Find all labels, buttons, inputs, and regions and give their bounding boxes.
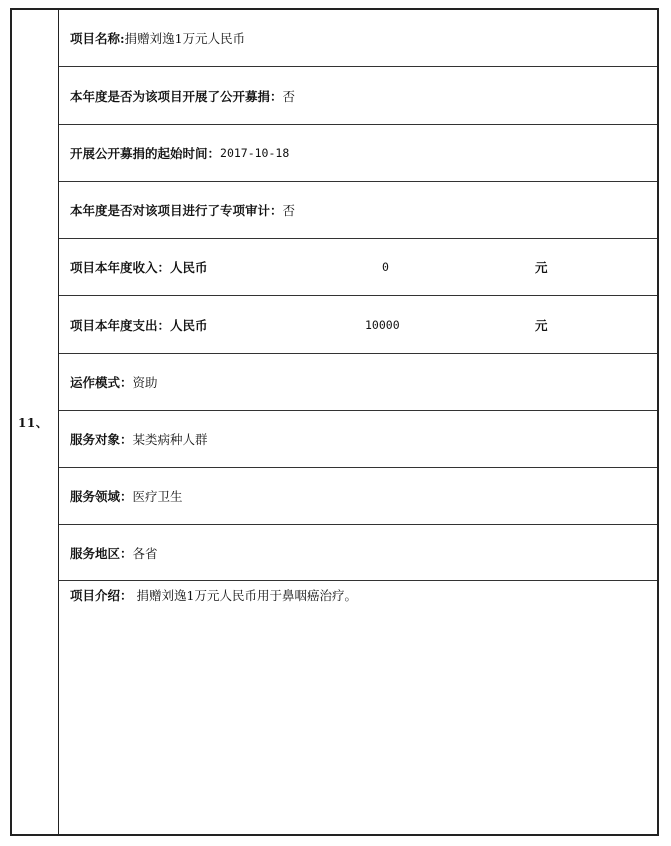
project-intro [59,580,657,834]
row-audit [59,182,657,239]
audit-label: 本年度是否对该项目进行了专项审计： [70,203,283,218]
field-label: 服务领域： [70,489,133,504]
field-value: 医疗卫生 [132,489,183,504]
project-name-value: 捐赠刘逸1万元人民币 [124,31,246,46]
target-label: 服务对象： [70,432,133,447]
public-fundraising-value: 否 [282,88,296,104]
row-public-fundraising [59,67,657,125]
row-region [59,525,657,581]
income-label: 项目本年度收入：人民币 [70,260,208,275]
mode-label: 运作模式： [70,375,133,390]
target-value: 某类病种人群 [132,432,208,447]
intro-label: 项目介绍： [70,588,133,603]
expense-unit: 元 [535,317,548,333]
project-name-label: 项目名称: [70,31,125,46]
row-target [59,411,657,468]
income-unit: 元 [535,260,548,275]
expense-label: 项目本年度支出：人民币 [70,317,208,333]
mode-value: 资助 [132,375,158,390]
row-project-name [59,10,657,67]
row-start-time [59,125,657,182]
region-label: 服务地区： [70,545,133,561]
row-field [59,468,657,525]
row-mode [59,354,657,411]
row-expense [59,296,657,354]
region-value: 各省 [132,545,158,561]
project-rows [59,10,657,834]
expense-amount: 10000 [365,317,400,332]
intro-value: 捐赠刘逸1万元人民币用于鼻咽癌治疗。 [136,588,357,603]
public-fundraising-label: 本年度是否为该项目开展了公开募捐： [70,88,283,104]
income-amount: 0 [382,260,389,274]
project-index: 11、 [18,416,49,430]
row-income [59,239,657,296]
start-time-label: 开展公开募捐的起始时间： [70,146,221,161]
project-table [10,8,659,836]
start-time-value: 2017-10-18 [220,146,290,160]
index-column [12,10,59,834]
audit-value: 否 [282,203,296,218]
